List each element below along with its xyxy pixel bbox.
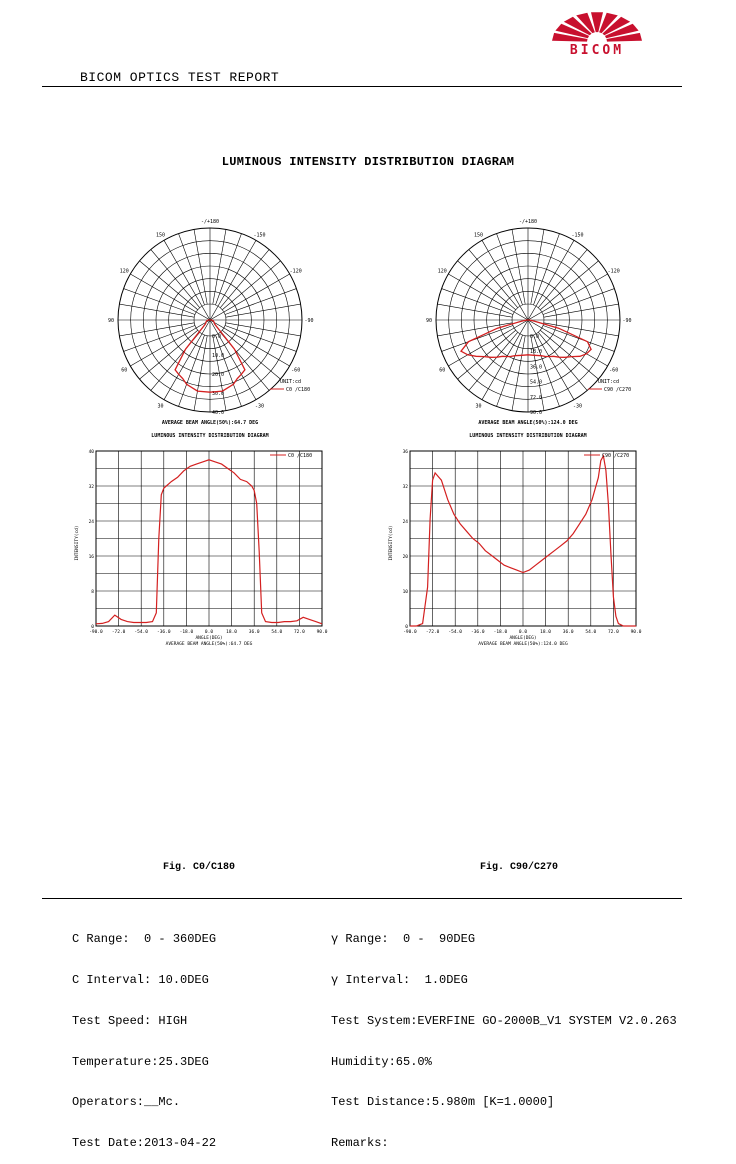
polar-radial-tick: 72.0 xyxy=(530,394,543,401)
x-tick-label: 54.0 xyxy=(585,630,597,635)
polar-radial-tick: 10.0 xyxy=(212,353,225,359)
polar-radial-tick: 36.0 xyxy=(530,364,543,371)
y-axis-label: INTENSITY(cd) xyxy=(389,525,394,561)
y-tick-label: 36 xyxy=(402,450,408,455)
polar-angle-label: 60 xyxy=(121,367,128,374)
x-tick-label: -18.0 xyxy=(179,630,194,635)
test-speed: Test Speed: HIGH xyxy=(72,1013,188,1028)
polar-angle-label: -30 xyxy=(254,403,265,410)
bicom-logo xyxy=(522,10,672,60)
polar-angle-label: 120 xyxy=(119,268,129,275)
x-tick-label: 18.0 xyxy=(540,630,552,635)
y-tick-label: 20 xyxy=(402,555,408,560)
polar-unit: UNIT:cd xyxy=(598,379,620,385)
test-parameters-right xyxy=(331,906,677,1164)
y-axis-label: INTENSITY(cd) xyxy=(75,525,80,561)
x-tick-label: -18.0 xyxy=(493,630,508,635)
polar-spoke xyxy=(222,261,280,310)
y-tick-label: 32 xyxy=(88,485,94,490)
polar-spoke xyxy=(225,289,296,315)
polar-angle-label: 30 xyxy=(157,403,164,410)
polar-spoke xyxy=(124,289,195,315)
polar-angle-label: -60 xyxy=(291,367,301,374)
line-chart-c90 xyxy=(386,445,648,650)
gamma-interval: γ Interval: 1.0DEG xyxy=(331,972,468,987)
polar-spoke xyxy=(469,332,518,390)
x-tick-label: -72.0 xyxy=(111,630,126,635)
polar-spoke xyxy=(179,234,205,305)
x-tick-label: -90.0 xyxy=(403,630,417,635)
y-tick-label: 10 xyxy=(402,590,408,595)
footer-divider xyxy=(42,898,682,899)
polar-radial-tick: 30.0 xyxy=(212,391,225,397)
y-tick-label: 0 xyxy=(91,625,94,630)
y-tick-label: 0 xyxy=(405,625,408,630)
polar-angle-label: -90 xyxy=(304,318,314,324)
polar-spoke xyxy=(540,261,598,310)
polar-spoke xyxy=(538,332,587,390)
x-tick-label: 0.0 xyxy=(518,630,528,635)
polar-angle-label: -150 xyxy=(571,232,584,239)
polar-spoke xyxy=(442,325,513,351)
c-range: C Range: 0 - 360DEG xyxy=(72,932,217,947)
x-tick-label: 0.0 xyxy=(204,630,214,635)
x-tick-label: 54.0 xyxy=(271,630,283,635)
x-tick-label: 72.0 xyxy=(293,630,305,635)
test-parameters-left xyxy=(72,906,216,1164)
x-axis-label: ANGLE(DEG) xyxy=(509,636,537,641)
remarks: Remarks: xyxy=(331,1136,389,1151)
polar-radial-tick: 18.0 xyxy=(530,349,543,356)
line-legend: C0 /C180 xyxy=(288,453,313,459)
y-tick-label: 24 xyxy=(88,520,94,525)
x-tick-label: -36.0 xyxy=(471,630,485,635)
test-system: Test System:EVERFINE GO-2000B_V1 SYSTEM V2.0.263 xyxy=(331,1013,677,1028)
polar-radial-tick: 40.0 xyxy=(212,410,225,416)
polar-spoke xyxy=(538,250,587,308)
polar-angle-label: 150 xyxy=(155,232,166,239)
beam-angle-label: AVERAGE BEAM ANGLE(50%):124.0 DEG xyxy=(478,642,568,647)
polar-angle-label: -90 xyxy=(622,318,632,324)
polar-radial-tick: 20.0 xyxy=(212,372,225,378)
y-tick-label: 24 xyxy=(402,520,408,525)
figure-caption-c0: Fig. C0/C180 xyxy=(163,862,236,873)
polar-subtitle: LUMINOUS INTENSITY DISTRIBUTION DIAGRAM xyxy=(151,433,269,439)
temperature: Temperature:25.3DEG xyxy=(72,1054,209,1069)
polar-spoke xyxy=(222,330,280,379)
polar-angle-label: -/+180 xyxy=(518,219,538,225)
test-date: Test Date:2013-04-22 xyxy=(72,1136,217,1151)
report-title: BICOM OPTICS TEST REPORT xyxy=(80,70,280,85)
polar-spoke xyxy=(179,335,205,406)
x-tick-label: 72.0 xyxy=(607,630,619,635)
gamma-range: γ Range: 0 - 90DEG xyxy=(331,932,476,947)
x-tick-label: 36.0 xyxy=(248,630,260,635)
x-tick-label: 36.0 xyxy=(562,630,574,635)
polar-radial-tick: 54.0 xyxy=(530,379,543,386)
polar-angle-label: 90 xyxy=(425,318,433,324)
x-tick-label: -36.0 xyxy=(157,630,171,635)
polar-radial-tick: 90.0 xyxy=(530,410,543,416)
beam-angle-label: AVERAGE BEAM ANGLE(50%):64.7 DEG xyxy=(165,642,253,647)
polar-spoke xyxy=(469,250,518,308)
page-title: LUMINOUS INTENSITY DISTRIBUTION DIAGRAM xyxy=(221,155,515,169)
polar-beam-label: AVERAGE BEAM ANGLE(50%):64.7 DEG xyxy=(161,420,259,426)
line-legend: C90 /C270 xyxy=(602,453,630,459)
polar-angle-label: 60 xyxy=(439,367,446,374)
y-tick-label: 16 xyxy=(88,555,94,560)
x-tick-label: 90.0 xyxy=(316,630,328,635)
polar-angle-label: -60 xyxy=(609,367,619,374)
polar-beam-label: AVERAGE BEAM ANGLE(50%):124.0 DEG xyxy=(478,420,578,426)
polar-spoke xyxy=(215,234,241,305)
polar-spoke xyxy=(151,250,200,308)
x-tick-label: 90.0 xyxy=(630,630,642,635)
figure-caption-c90: Fig. C90/C270 xyxy=(480,862,559,873)
polar-spoke xyxy=(543,289,614,315)
polar-subtitle: LUMINOUS INTENSITY DISTRIBUTION DIAGRAM xyxy=(469,433,587,439)
line-chart-c0 xyxy=(72,445,334,650)
polar-chart-c0 xyxy=(100,210,320,450)
polar-spoke xyxy=(220,250,269,308)
polar-spoke xyxy=(497,335,523,406)
polar-angle-label: 120 xyxy=(437,268,447,275)
y-tick-label: 40 xyxy=(88,450,94,455)
x-axis-label: ANGLE(DEG) xyxy=(195,636,223,641)
y-tick-label: 8 xyxy=(91,590,94,595)
y-tick-label: 32 xyxy=(402,485,408,490)
test-distance: Test Distance:5.980m [K=1.0000] xyxy=(331,1095,555,1110)
x-tick-label: 18.0 xyxy=(226,630,238,635)
x-tick-label: -90.0 xyxy=(89,630,103,635)
polar-angle-label: -30 xyxy=(572,403,583,410)
polar-spoke xyxy=(540,330,598,379)
polar-spoke xyxy=(140,261,198,310)
polar-angle-label: -120 xyxy=(607,268,620,275)
polar-angle-label: 150 xyxy=(473,232,484,239)
polar-spoke xyxy=(458,261,516,310)
polar-chart-c90 xyxy=(418,210,638,450)
polar-unit: UNIT:cd xyxy=(280,379,302,385)
polar-spoke xyxy=(543,325,614,351)
polar-spoke xyxy=(442,289,513,315)
polar-spoke xyxy=(497,234,523,305)
polar-angle-label: -150 xyxy=(253,232,266,239)
operators: Operators:__Mc. xyxy=(72,1095,181,1110)
polar-angle-label: -120 xyxy=(289,268,302,275)
polar-radial-tick: 0.0 xyxy=(530,334,540,340)
humidity: Humidity:65.0% xyxy=(331,1054,432,1069)
logo-text: BICOM xyxy=(569,43,625,58)
polar-legend: C0 /C180 xyxy=(286,387,311,393)
x-tick-label: -54.0 xyxy=(448,630,462,635)
polar-radial-tick: 0.0 xyxy=(212,334,222,340)
polar-angle-label: 30 xyxy=(475,403,482,410)
polar-angle-label: 90 xyxy=(107,318,115,324)
x-tick-label: -54.0 xyxy=(134,630,148,635)
polar-spoke xyxy=(124,325,195,351)
polar-spoke xyxy=(140,330,198,379)
x-tick-label: -72.0 xyxy=(425,630,440,635)
polar-spoke xyxy=(533,234,559,305)
polar-angle-label: -/+180 xyxy=(200,219,220,225)
header-divider xyxy=(42,86,682,87)
c-interval: C Interval: 10.0DEG xyxy=(72,972,209,987)
polar-legend: C90 /C270 xyxy=(604,387,632,393)
polar-spoke xyxy=(225,325,296,351)
